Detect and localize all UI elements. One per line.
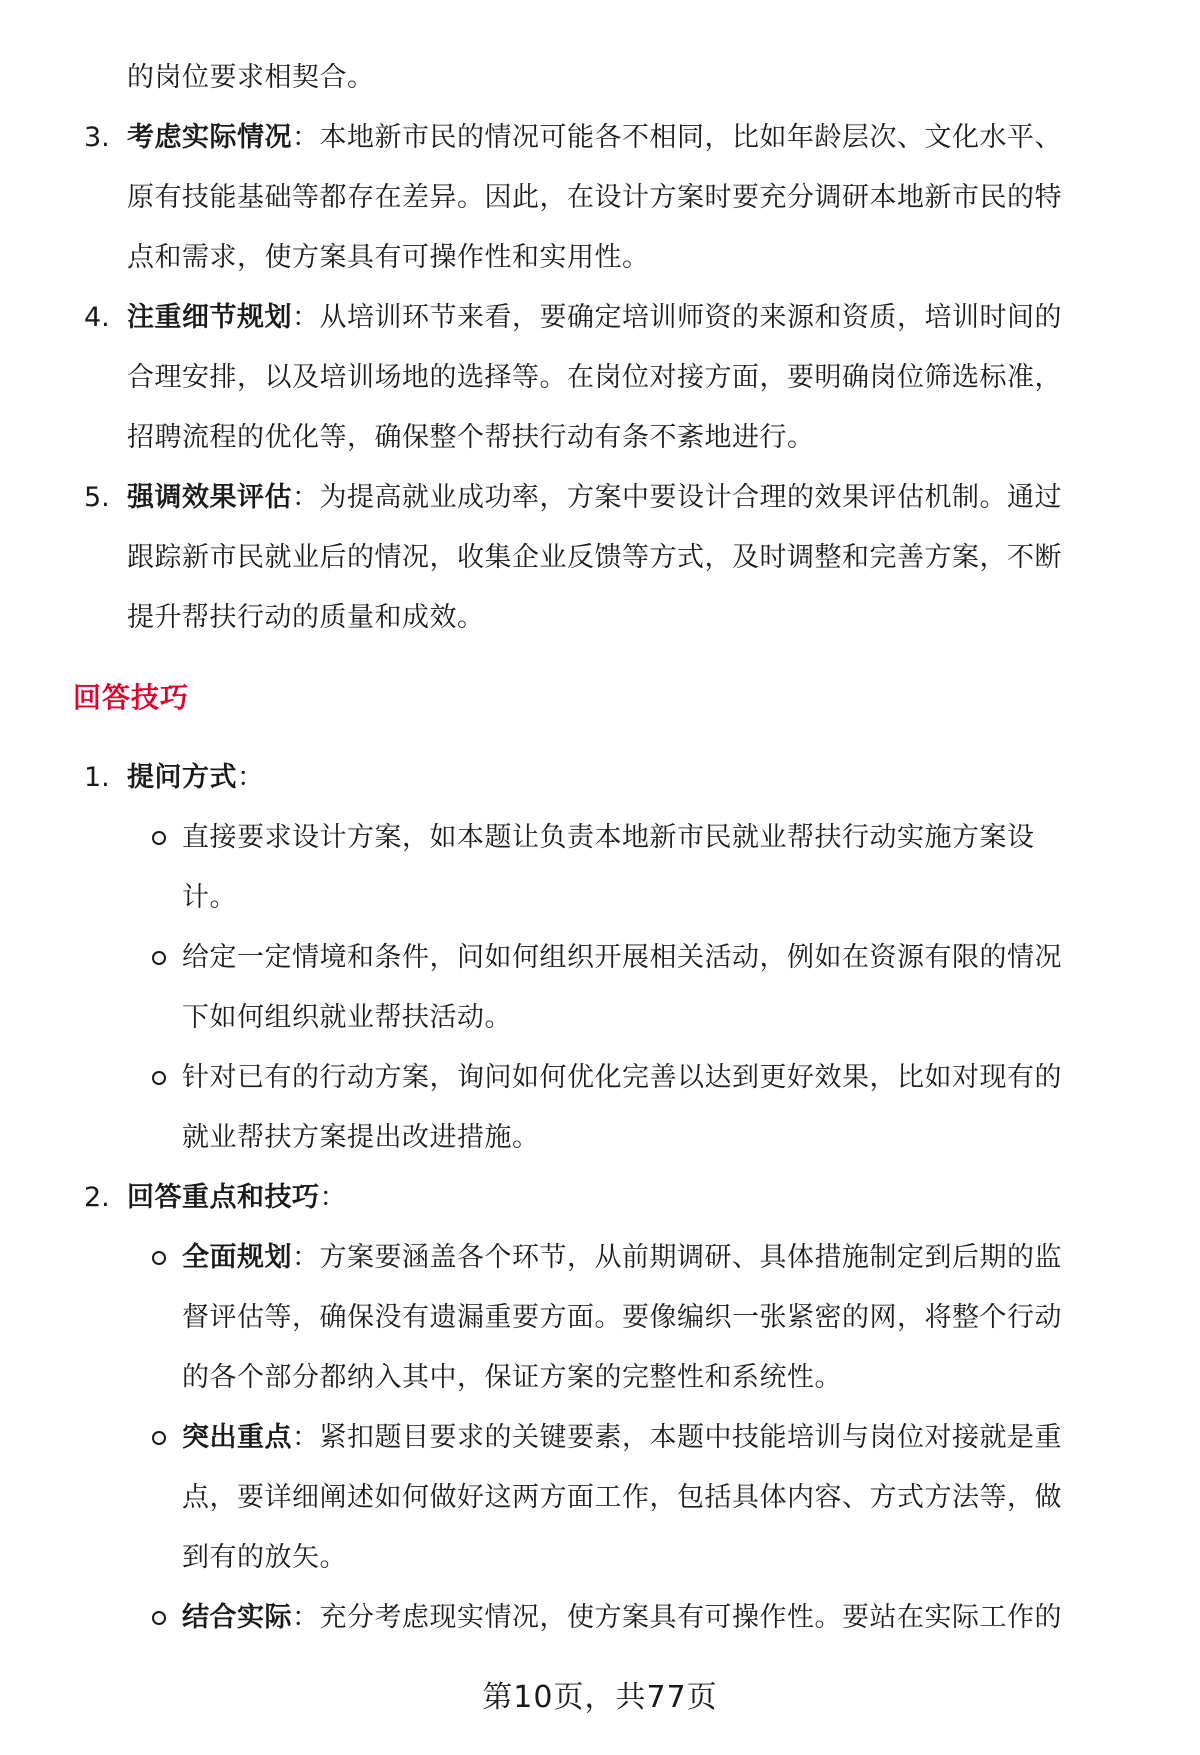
item-title: 提问方式 <box>127 762 237 793</box>
item-text: ： <box>237 762 265 793</box>
bullet-icon <box>152 1071 166 1085</box>
list-item <box>127 118 1062 158</box>
bullet-text: 督评估等，确保没有遗漏重要方面。要像编织一张紧密的网，将整个行动 <box>182 1302 1062 1333</box>
bullet-text: 的各个部分都纳入其中，保证方案的完整性和系统性。 <box>182 1362 842 1393</box>
bullet-body: ：紧扣题目要求的关键要素，本题中技能培训与岗位对接就是重 <box>292 1422 1062 1453</box>
item-text: 跟踪新市民就业后的情况，收集企业反馈等方式，及时调整和完善方案，不断 <box>127 542 1062 573</box>
bullet-icon <box>152 951 166 965</box>
bullet-text: 下如何组织就业帮扶活动。 <box>182 1002 512 1033</box>
page-number: 第10页，共77页 <box>482 1680 718 1715</box>
bullet-icon <box>152 1611 166 1625</box>
list-item <box>127 758 265 798</box>
bullet-text: 针对已有的行动方案，询问如何优化完善以达到更好效果，比如对现有的 <box>182 1062 1062 1093</box>
bullet-text: 点，要详细阐述如何做好这两方面工作，包括具体内容、方式方法等，做 <box>182 1482 1062 1513</box>
bullet-text: 到有的放矢。 <box>182 1542 347 1573</box>
item-text: 合理安排，以及培训场地的选择等。在岗位对接方面，要明确岗位筛选标准， <box>127 362 1062 393</box>
item-text: ：从培训环节来看，要确定培训师资的来源和资质，培训时间的 <box>292 302 1062 333</box>
item-title: 强调效果评估 <box>127 482 292 513</box>
list-number: 3. <box>84 122 110 153</box>
bullet-text <box>182 1598 1062 1638</box>
intro-line: 的岗位要求相契合。 <box>127 62 375 93</box>
bullet-icon <box>152 1251 166 1265</box>
item-text: ：本地新市民的情况可能各不相同，比如年龄层次、文化水平、 <box>292 122 1062 153</box>
item-text: 提升帮扶行动的质量和成效。 <box>127 602 485 633</box>
list-item <box>127 1178 347 1218</box>
item-title: 回答重点和技巧 <box>127 1182 320 1213</box>
item-text: ： <box>319 1182 347 1213</box>
bullet-body: ：方案要涵盖各个环节，从前期调研、具体措施制定到后期的监 <box>292 1242 1062 1273</box>
item-text: 原有技能基础等都存在差异。因此，在设计方案时要充分调研本地新市民的特 <box>127 182 1062 213</box>
bullet-title: 突出重点 <box>182 1422 292 1453</box>
bullet-icon <box>152 1431 166 1445</box>
bullet-title: 全面规划 <box>182 1242 292 1273</box>
bullet-text <box>182 1418 1062 1458</box>
bullet-text <box>182 1238 1062 1278</box>
list-item <box>127 298 1062 338</box>
list-number: 5. <box>84 482 110 513</box>
list-item <box>127 478 1062 518</box>
item-text: 招聘流程的优化等，确保整个帮扶行动有条不紊地进行。 <box>127 422 815 453</box>
item-title: 注重细节规划 <box>127 302 292 333</box>
bullet-text: 就业帮扶方案提出改进措施。 <box>182 1122 540 1153</box>
list-number: 4. <box>84 302 110 333</box>
bullet-body: ：充分考虑现实情况，使方案具有可操作性。要站在实际工作的 <box>292 1602 1062 1633</box>
bullet-text: 给定一定情境和条件，问如何组织开展相关活动，例如在资源有限的情况 <box>182 942 1062 973</box>
bullet-text: 计。 <box>182 882 237 913</box>
list-number: 1. <box>84 762 110 793</box>
section-heading: 回答技巧 <box>73 681 190 714</box>
bullet-icon <box>152 831 166 845</box>
item-text: 点和需求，使方案具有可操作性和实用性。 <box>127 242 650 273</box>
list-number: 2. <box>84 1182 110 1213</box>
bullet-title: 结合实际 <box>182 1602 292 1633</box>
item-text: ：为提高就业成功率，方案中要设计合理的效果评估机制。通过 <box>292 482 1062 513</box>
bullet-text: 直接要求设计方案，如本题让负责本地新市民就业帮扶行动实施方案设 <box>182 822 1035 853</box>
item-title: 考虑实际情况 <box>127 122 292 153</box>
